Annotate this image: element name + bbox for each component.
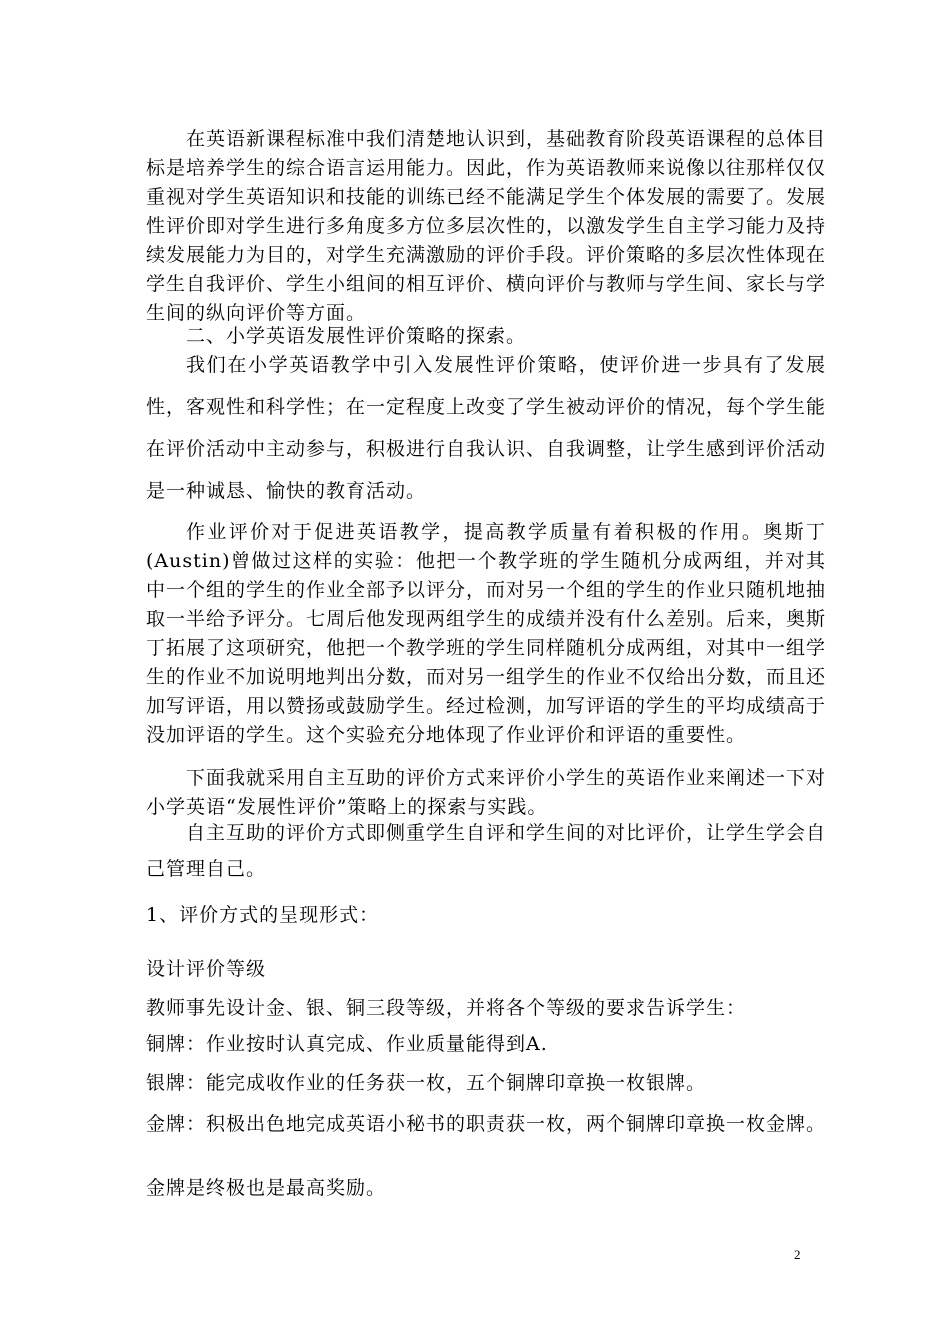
- paragraph-block: [146, 815, 826, 887]
- list-heading: 1、评价方式的呈现形式：: [146, 904, 380, 926]
- paragraph-strategy: 我们在小学英语教学中引入发展性评价策略，使评价进一步具有了发展性，客观性和科学性；在一定程度上改变了学生被动评价的情况，每个学生能在评价活动中主动参与，积极进行自我认识、自我调整，让学生感到评价活动是一种诚恳、愉快的教育活动。: [146, 354, 827, 502]
- bronze-line: [146, 1027, 826, 1061]
- paragraph-intro: 在英语新课程标准中我们清楚地认识到，基础教育阶段英语课程的总体目标是培养学生的综合语言运用能力。因此，作为英语教师来说像以往那样仅仅重视对学生英语知识和技能的训练已经不能满足学生个体发展的需要了。发展性评价即对学生进行多角度多方位多层次性的，以激发学生自主学习能力及持续发展能力为目的，对学生充满激励的评价手段。评价策略的多层次性体现在学生自我评价、学生小组间的相互评价、横向评价与教师与学生间、家长与学生间的纵向评价等方面。: [146, 128, 827, 324]
- paragraph-method: 下面我就采用自主互助的评价方式来评价小学生的英语作业来阐述一下对小学英语“发展性评价”策略上的探索与实践。: [146, 767, 827, 818]
- subheading-block: [146, 951, 826, 987]
- page-number: 2: [794, 1247, 801, 1262]
- silver-item: [146, 1066, 826, 1100]
- bronze-text: 作业按时认真完成、作业质量能得到A.: [206, 1033, 548, 1055]
- list-heading-block: [146, 897, 826, 933]
- paragraph-block: [146, 764, 826, 822]
- final-statement: 金牌是终极也是最高奖励。: [146, 1177, 387, 1199]
- paragraph-block: [146, 344, 826, 512]
- gold-item: [146, 1104, 826, 1144]
- silver-label: 银牌：: [146, 1072, 207, 1094]
- bronze-label: 铜牌：: [146, 1033, 207, 1055]
- gold-text: 金牌：积极出色地完成英语小秘书的职责获一枚，两个铜牌印章换一枚金牌。: [146, 1113, 827, 1135]
- paragraph-austin: 作业评价对于促进英语教学，提高教学质量有着积极的作用。奥斯丁(Austin)曾做过这样的实验：他把一个教学班的学生随机分成两组，并对其中一个组的学生的作业全部予以评分，而对另一个组的学生的作业只随机地抽取一半给予评分。七周后他发现两组学生的成绩并没有什么差别。后来，奥斯丁拓展了这项研究，他把一个教学班的学生同样随机分成两组，对其中一组学生的作业不加说明地判出分数，而对另一组学生的作业不仅给出分数，而且还加写评语，用以赞扬或鼓励学生。经过检测，加写评语的学生的平均成绩高于没加评语的学生。这个实验充分地体现了作业评价和评语的重要性。: [146, 521, 827, 746]
- design-heading: 设计评价等级: [146, 958, 267, 980]
- paragraph-self-help: 自主互助的评价方式即侧重学生自评和学生间的对比评价，让学生学会自己管理自己。: [146, 822, 827, 880]
- bronze-item: [146, 1027, 826, 1061]
- paragraph-block: [146, 518, 826, 750]
- paragraph-block: [146, 125, 826, 328]
- final-block: [146, 1170, 826, 1206]
- teacher-instruction: 教师事先设计金、银、铜三段等级，并将各个等级的要求告诉学生：: [146, 997, 747, 1019]
- silver-text: 能完成收作业的任务获一枚，五个铜牌印章换一枚银牌。: [206, 1072, 707, 1094]
- silver-line: [146, 1066, 826, 1100]
- paragraph-block: [146, 990, 826, 1026]
- section-heading: 二、小学英语发展性评价策略的探索。: [186, 325, 527, 347]
